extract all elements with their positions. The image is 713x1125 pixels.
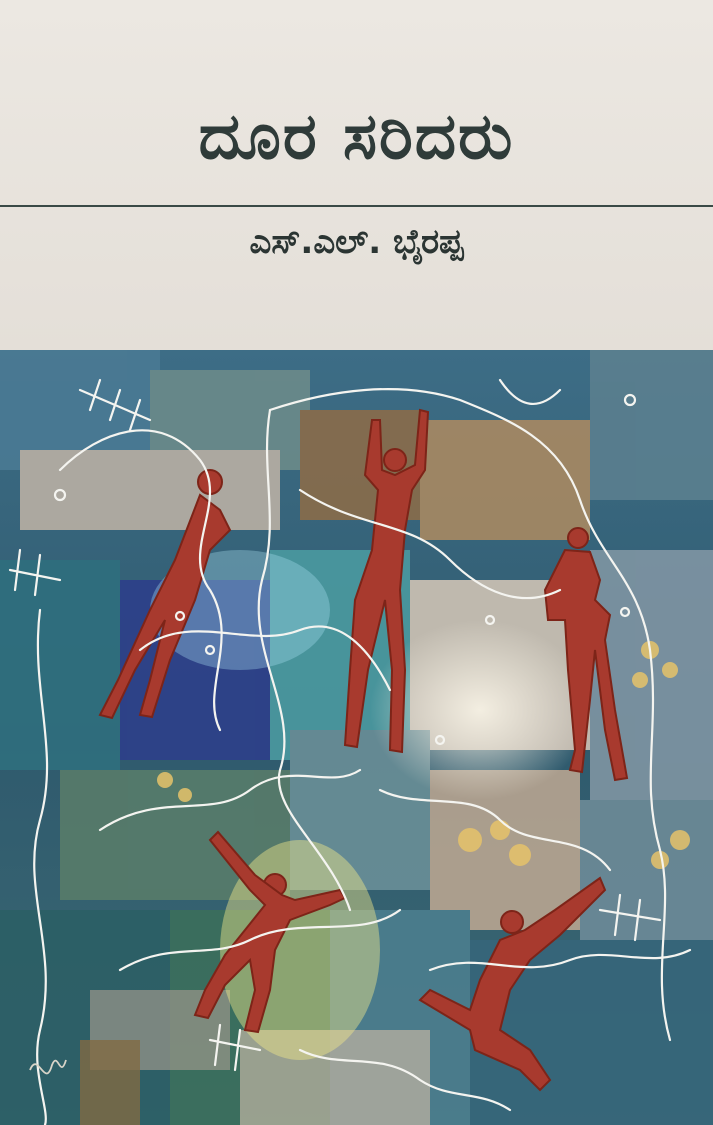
title-divider [0, 205, 713, 207]
book-title: ದೂರ ಸರಿದರು [198, 100, 515, 174]
cover-artwork [0, 350, 713, 1125]
title-band [0, 0, 713, 350]
author-name: ಎಸ್.ಎಲ್. ಭೈರಪ್ಪ [249, 222, 464, 262]
